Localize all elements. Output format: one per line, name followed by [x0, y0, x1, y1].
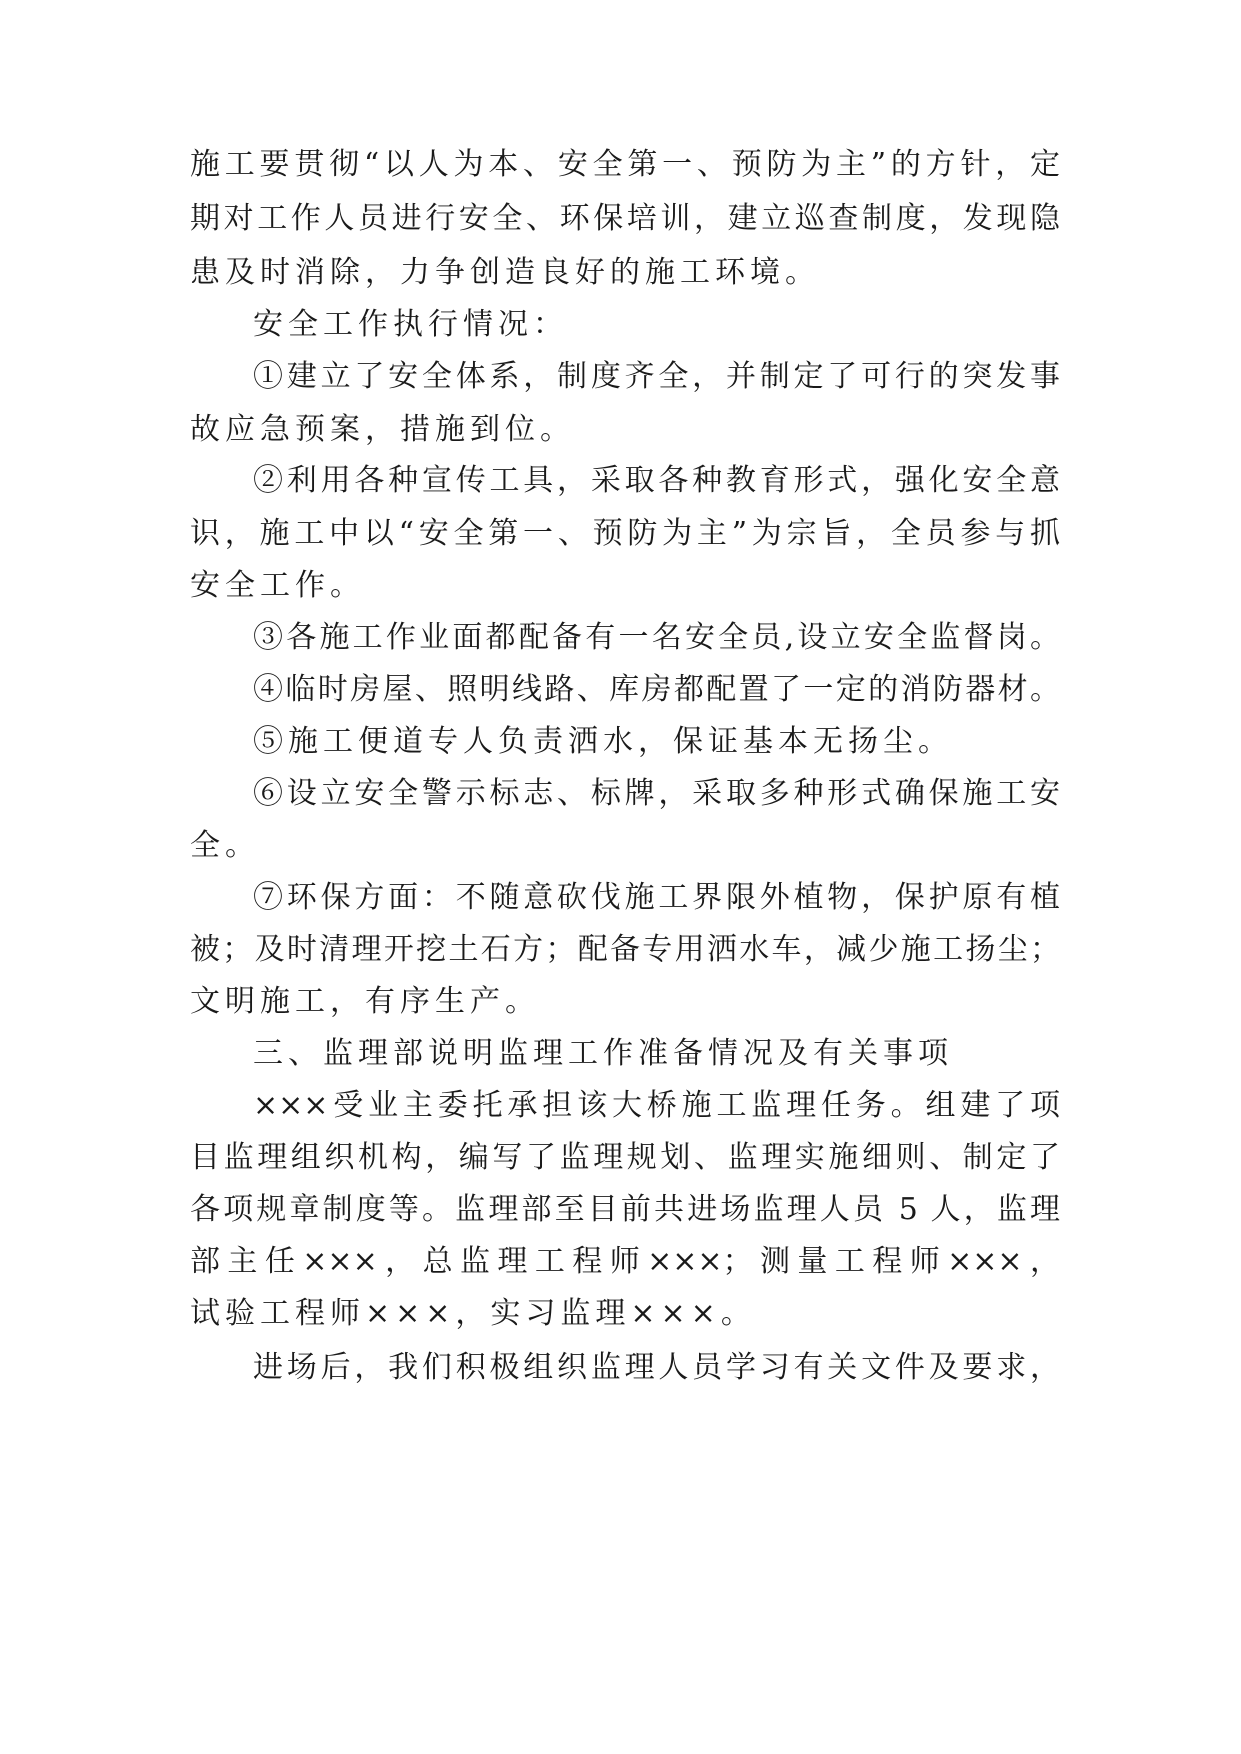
- text-line: 患及时消除，力争创造良好的施工环境。: [190, 255, 820, 290]
- text-line: 各项规章制度等。监理部至目前共进场监理人员 5 人，监理: [190, 1192, 1060, 1227]
- list-item: ②利用各种宣传工具，采取各种教育形式，强化安全意: [253, 463, 1060, 498]
- text-line: 全。: [190, 828, 260, 863]
- list-item: ①建立了安全体系，制度齐全，并制定了可行的突发事: [253, 359, 1060, 394]
- text-line: 进场后，我们积极组织监理人员学习有关文件及要求，: [253, 1350, 1060, 1385]
- text-line: 安全工作。: [190, 568, 365, 603]
- text-line: 期对工作人员进行安全、环保培训，建立巡查制度，发现隐: [190, 201, 1060, 236]
- list-item: ⑦环保方面：不随意砍伐施工界限外植物，保护原有植: [253, 880, 1060, 915]
- list-item: ⑤施工便道专人负责洒水，保证基本无扬尘。: [253, 724, 953, 759]
- text-line: 故应急预案，措施到位。: [190, 412, 575, 447]
- text-line: 识，施工中以“安全第一、预防为主”为宗旨，全员参与抓: [190, 516, 1060, 551]
- section-heading: 三、监理部说明监理工作准备情况及有关事项: [253, 1036, 953, 1071]
- section-label: 安全工作执行情况：: [253, 307, 568, 342]
- list-item: ⑥设立安全警示标志、标牌，采取多种形式确保施工安: [253, 776, 1060, 811]
- list-item: ③各施工作业面都配备有一名安全员,设立安全监督岗。: [253, 620, 1060, 655]
- text-line: 部主任×××，总监理工程师×××；测量工程师×××，: [190, 1244, 1060, 1279]
- text-line: 施工要贯彻“以人为本、安全第一、预防为主”的方针，定: [190, 147, 1060, 182]
- text-line: 文明施工，有序生产。: [190, 984, 540, 1019]
- text-line: 目监理组织机构，编写了监理规划、监理实施细则、制定了: [190, 1140, 1060, 1175]
- text-line: ×××受业主委托承担该大桥施工监理任务。组建了项: [253, 1088, 1060, 1123]
- text-line: 试验工程师×××，实习监理×××。: [190, 1296, 756, 1331]
- list-item: ④临时房屋、照明线路、库房都配置了一定的消防器材。: [253, 672, 1060, 707]
- text-line: 被；及时清理开挖土石方；配备专用洒水车，减少施工扬尘；: [190, 932, 1060, 967]
